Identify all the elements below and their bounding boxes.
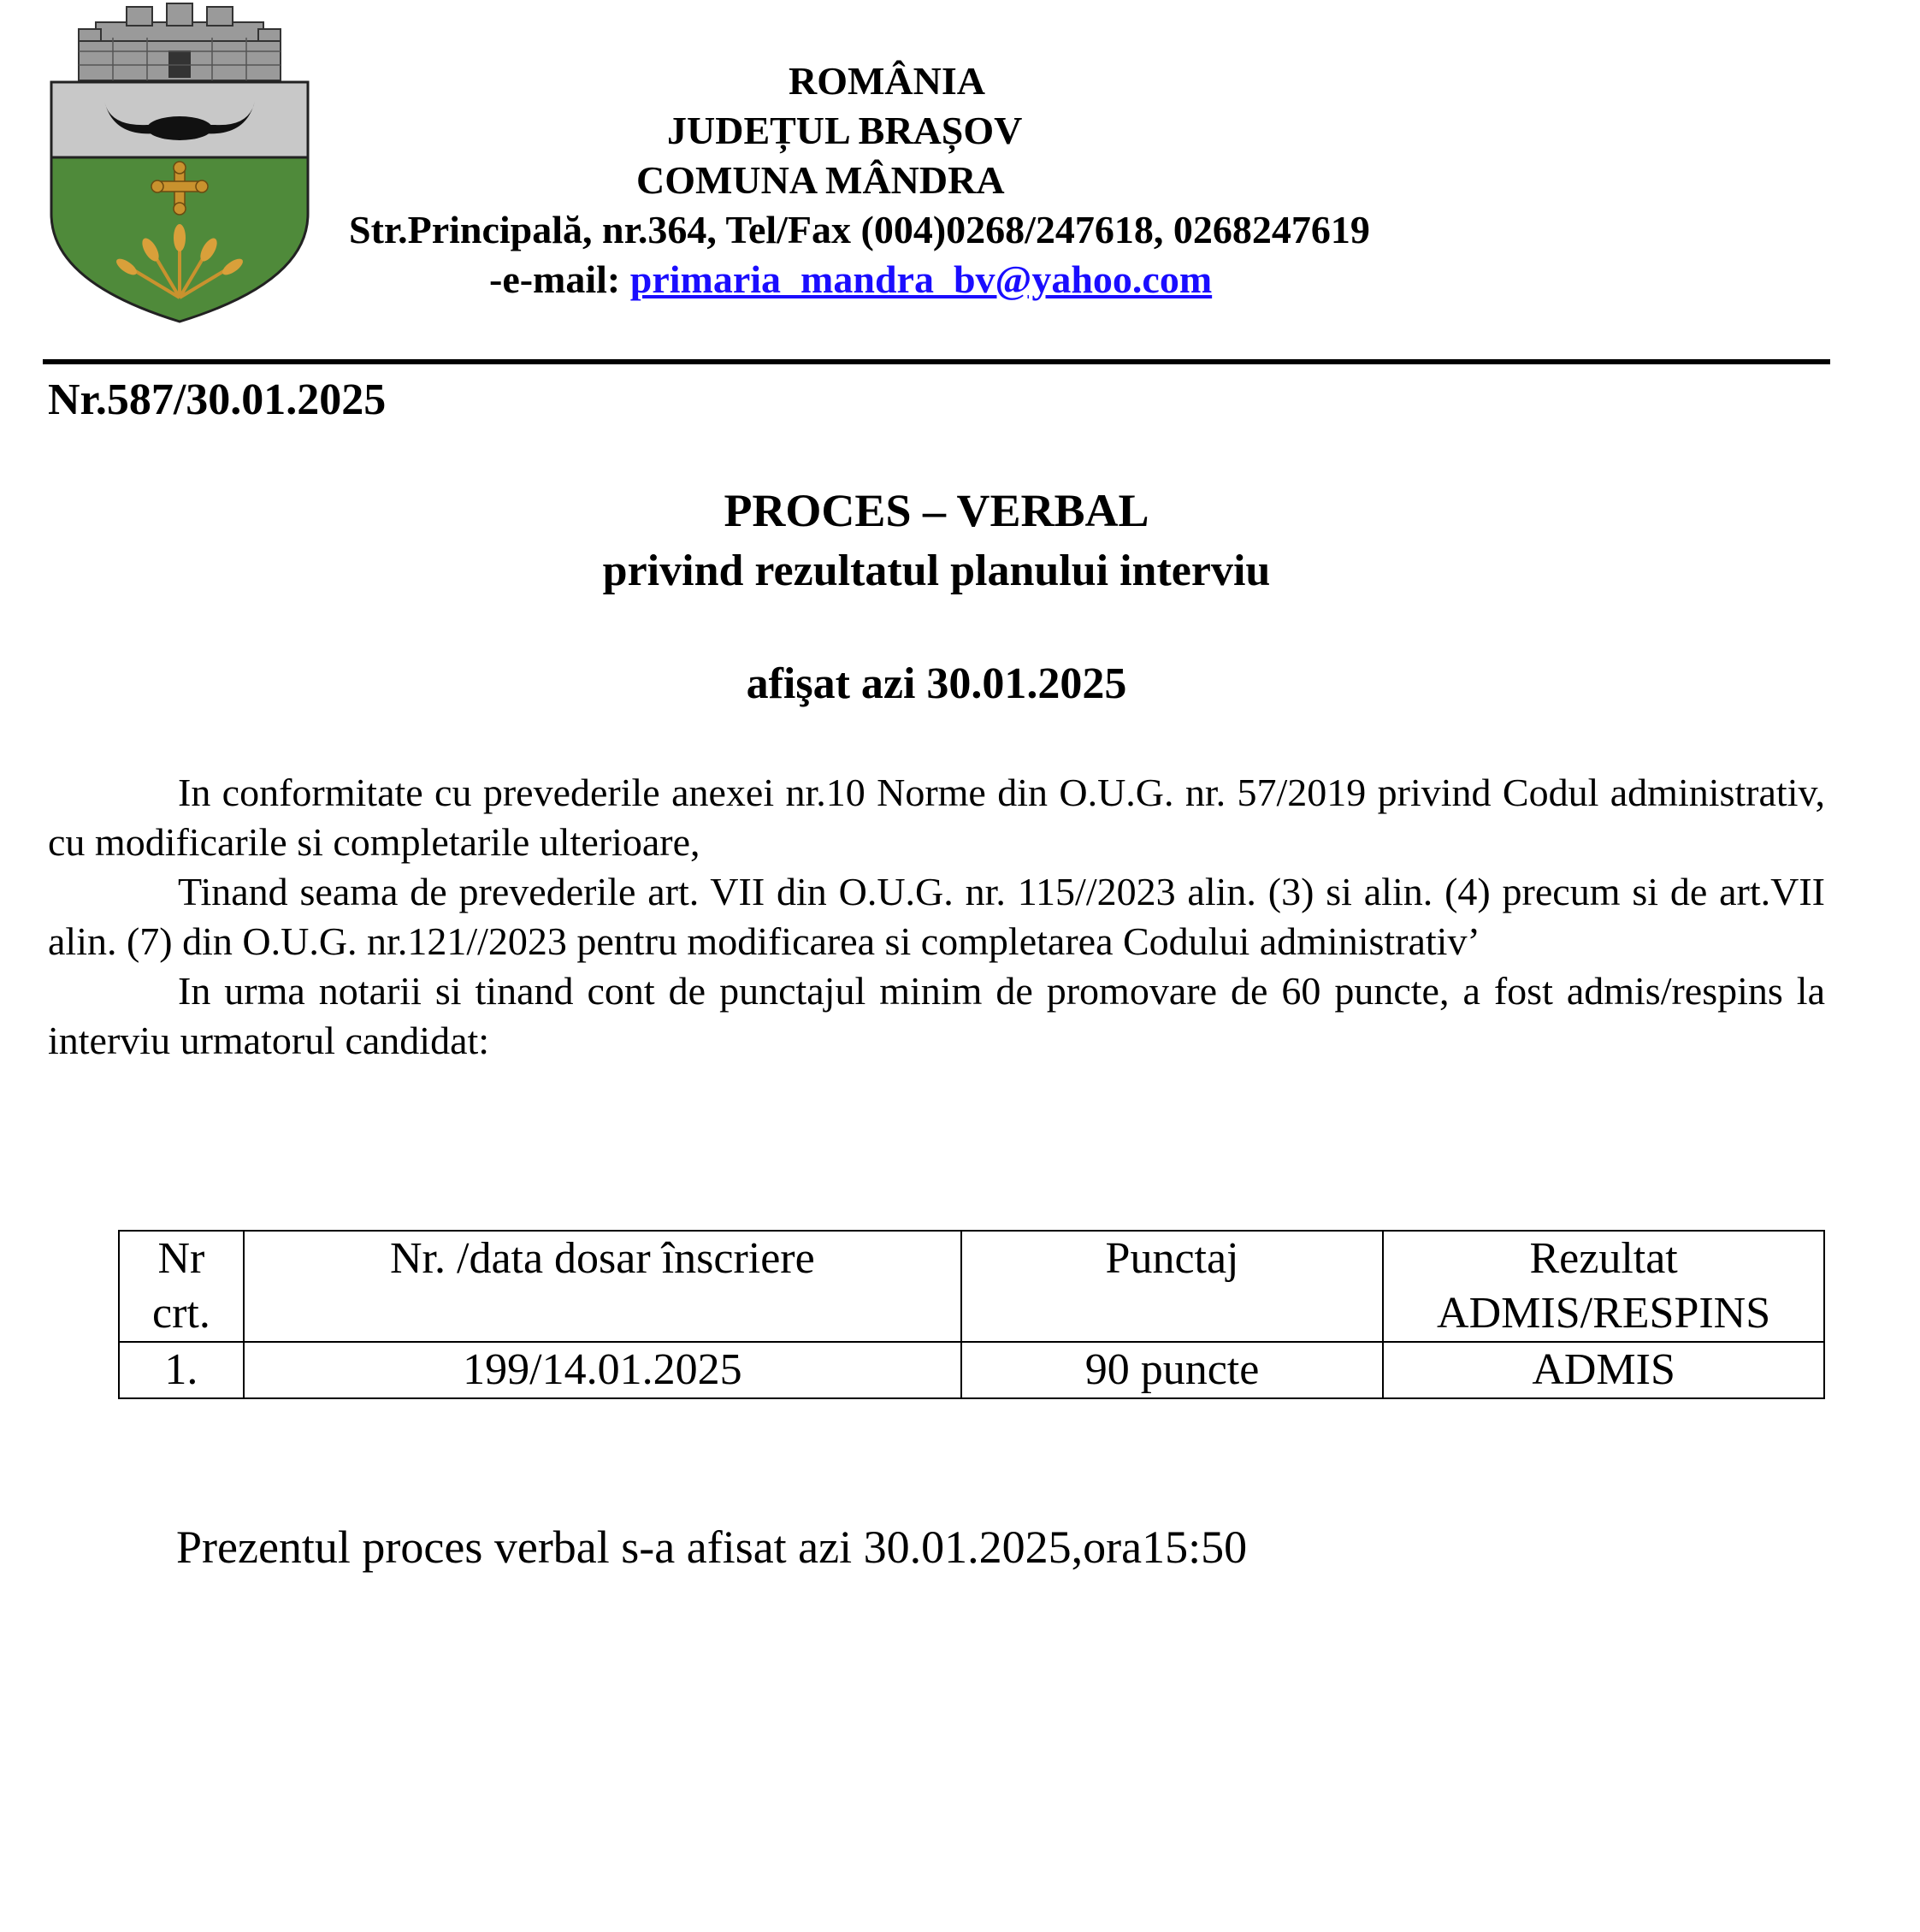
column-header-punctaj: Punctaj (961, 1231, 1383, 1342)
table-row (119, 1342, 1824, 1398)
email-label: -e-mail: (489, 257, 621, 301)
document-title: PROCES – VERBAL (724, 485, 1149, 536)
document-subtitle: privind rezultatul planului interviu (602, 547, 1271, 595)
cell-rezultat: ADMIS (1383, 1342, 1824, 1398)
email-link[interactable]: primaria_mandra_bv@yahoo.com (629, 257, 1213, 301)
cell-dosar: 199/14.01.2025 (244, 1342, 961, 1398)
body-paragraphs (48, 768, 1825, 1066)
posted-date-line: afişat azi 30.01.2025 (746, 659, 1127, 708)
paragraph-legal-basis: In conformitate cu prevederile anexei nr.10 Norme din O.U.G. nr. 57/2019 privind Codul administrativ, cu modificarile si completarile ulterioare, (48, 771, 1825, 864)
column-header-dosar: Nr. /data dosar înscriere (244, 1231, 961, 1342)
footer-note: Prezentul proces verbal s-a afisat azi 30.01.2025,ora15:50 (176, 1521, 1248, 1573)
header-county: JUDEȚUL BRAȘOV (667, 109, 1023, 152)
header-commune: COMUNA MÂNDRA (636, 158, 1005, 202)
registration-number: Nr.587/30.01.2025 (48, 375, 387, 424)
header-email-line (489, 257, 1213, 301)
column-header-rezultat: Rezultat ADMIS/RESPINS (1383, 1231, 1824, 1342)
header-divider (43, 359, 1830, 364)
table-header-row (119, 1231, 1824, 1342)
results-table (118, 1230, 1825, 1399)
header-address: Str.Principală, nr.364, Tel/Fax (004)0268/247618, 0268247619 (349, 208, 1370, 251)
cell-punctaj: 90 puncte (961, 1342, 1383, 1398)
column-header-nr: Nr crt. (119, 1231, 244, 1342)
paragraph-result-intro: In urma notarii si tinand cont de punctajul minim de promovare de 60 puncte, a fost admis/respins la interviu urmatorul candidat: (48, 969, 1825, 1062)
header-country: ROMÂNIA (789, 59, 985, 103)
coat-of-arms-icon (44, 0, 315, 325)
paragraph-provisions: Tinand seama de prevederile art. VII din O.U.G. nr. 115//2023 alin. (3) si alin. (4) precum si de art.VII alin. (7) din O.U.G. nr.121//2023 pentru modificarea si completarea Codului administrativ’ (48, 870, 1825, 963)
cell-nr: 1. (119, 1342, 244, 1398)
coat-of-arms (44, 0, 315, 325)
